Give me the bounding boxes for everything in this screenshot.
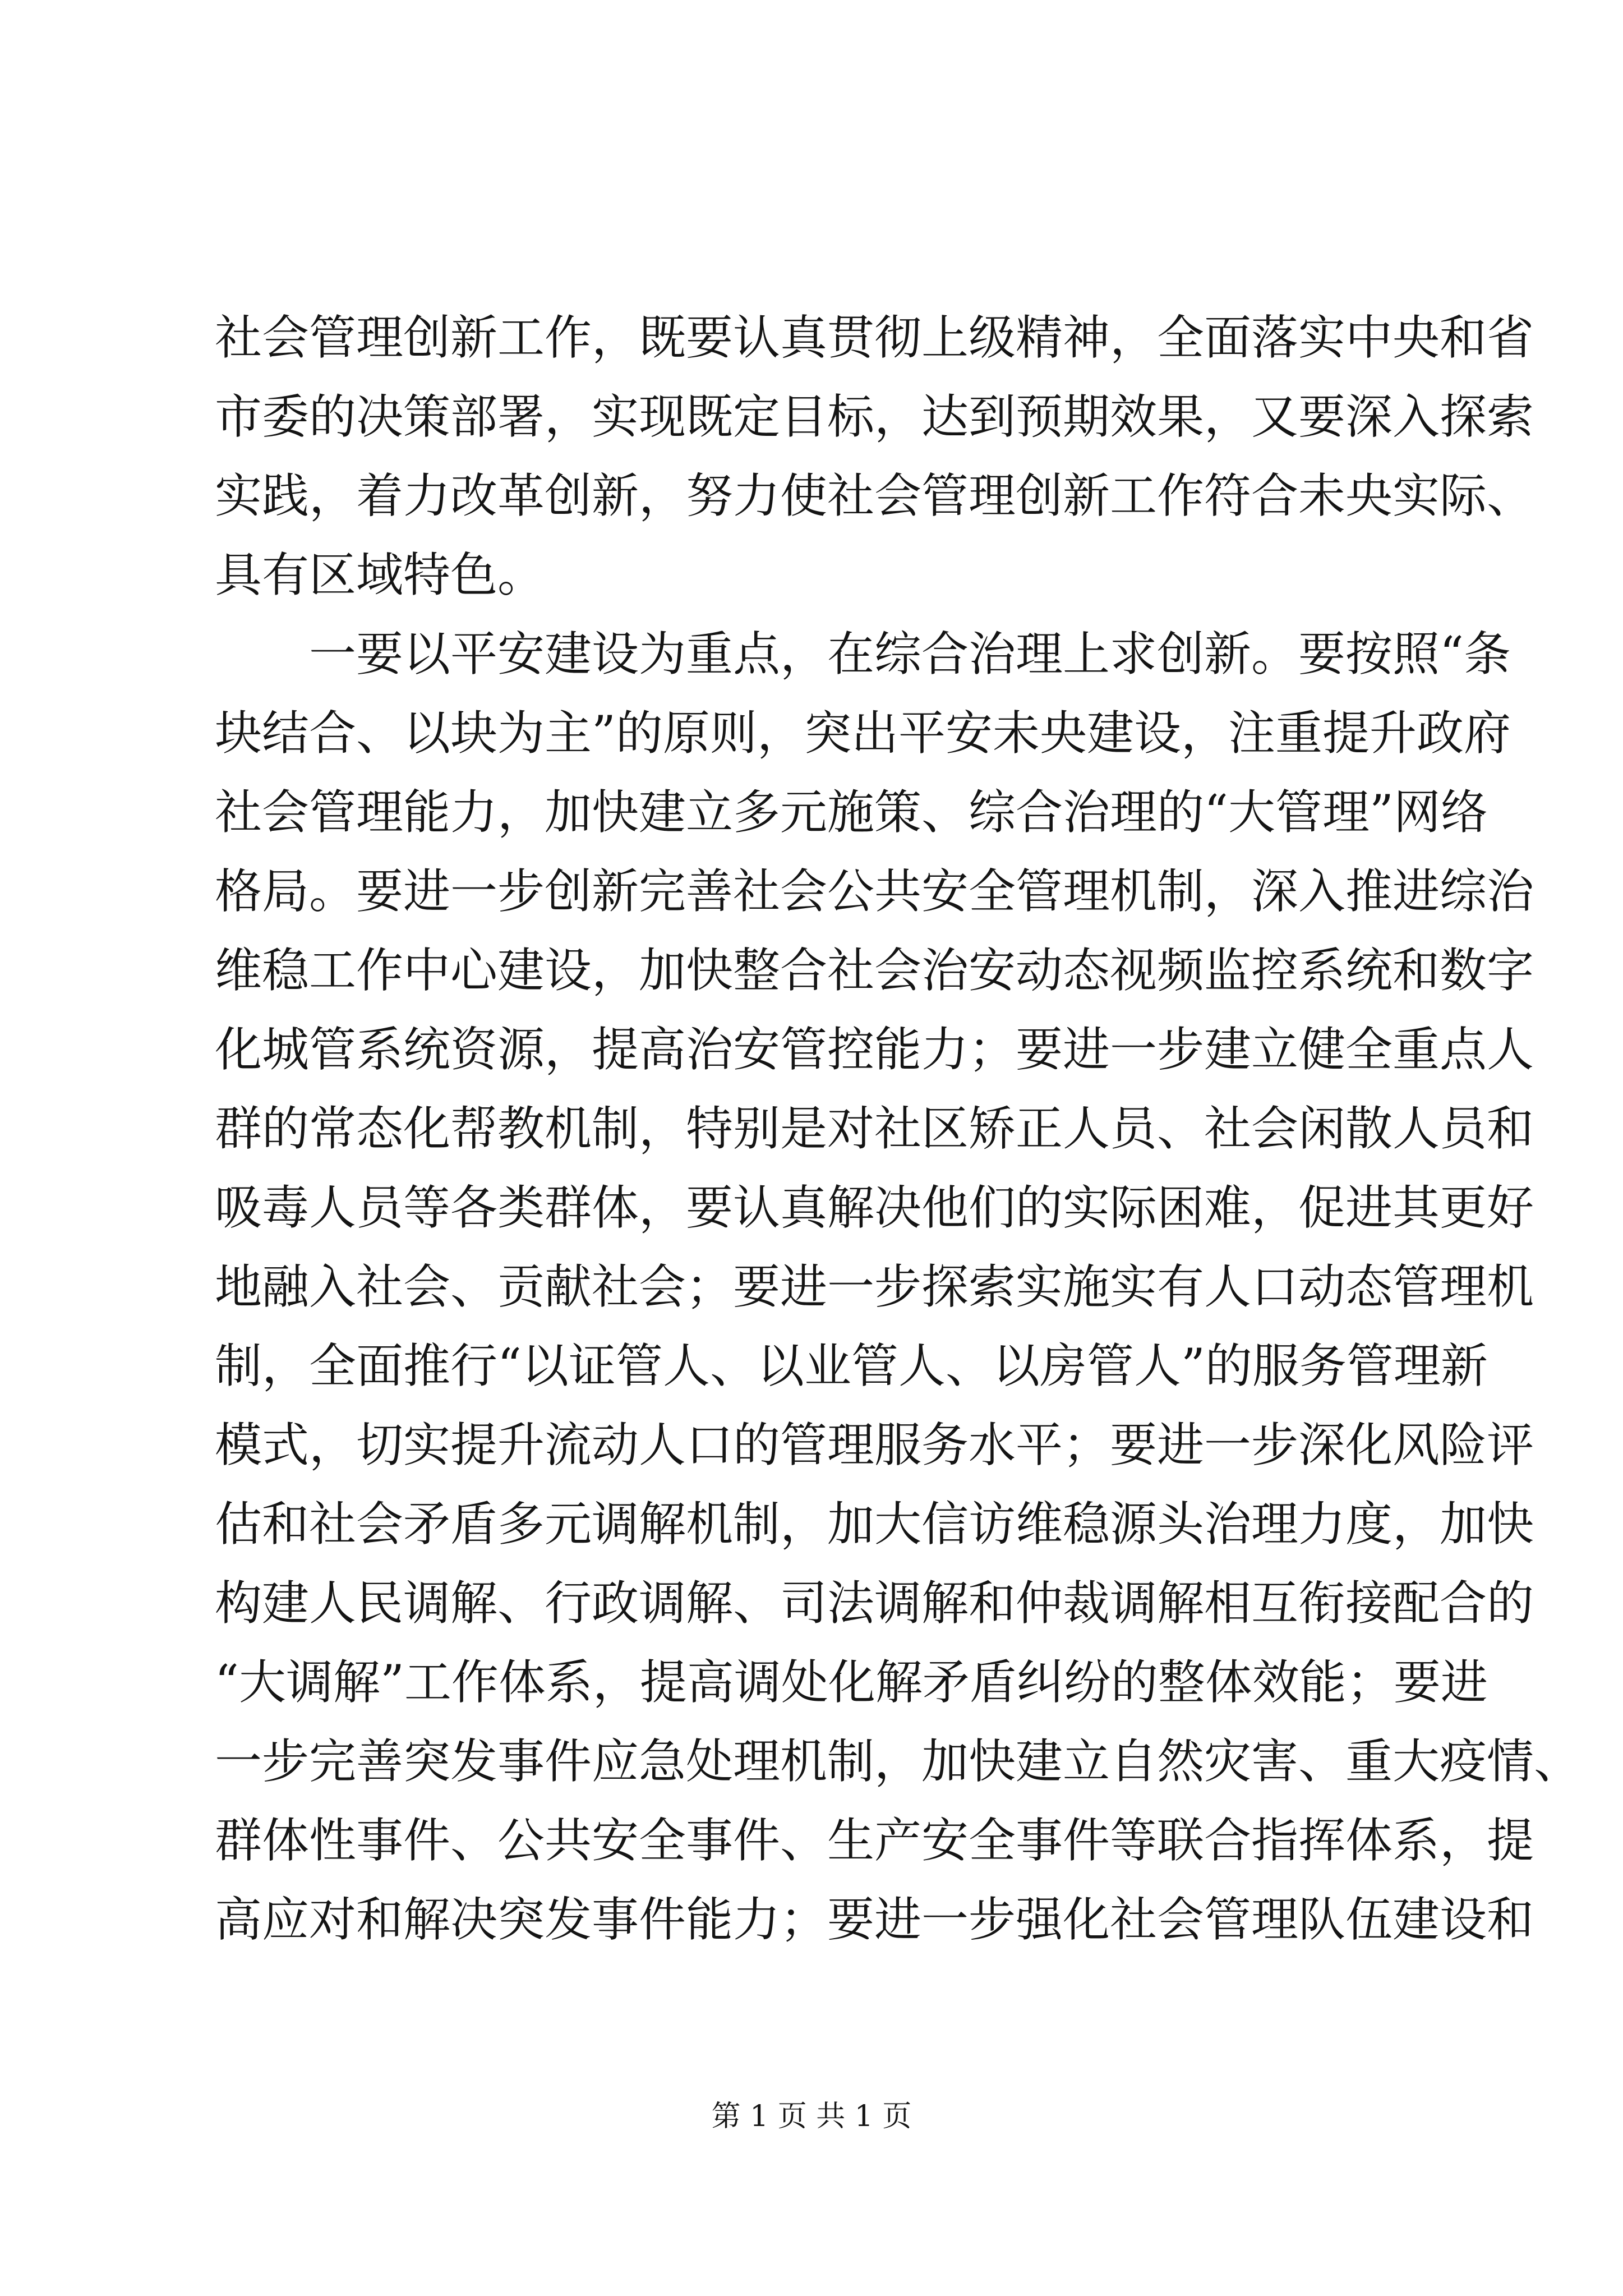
- paragraph-2-line-4: 格局。要进一步创新完善社会公共安全管理机制，深入推进综治: [215, 864, 1534, 919]
- paragraph-2-line-13: 构建人民调解、行政调解、司法调解和仲裁调解相互衔接配合的: [215, 1576, 1534, 1631]
- paragraph-2-line-9: 地融入社会、贡献社会；要进一步探索实施实有人口动态管理机: [215, 1259, 1534, 1314]
- paragraph-2-line-1: 一要以平安建设为重点，在综合治理上求创新。要按照“条: [309, 627, 1511, 682]
- paragraph-2-line-7: 群的常态化帮教机制，特别是对社区矫正人员、社会闲散人员和: [215, 1101, 1534, 1156]
- paragraph-2-line-12: 估和社会矛盾多元调解机制，加大信访维稳源头治理力度，加快: [215, 1497, 1534, 1552]
- paragraph-2-line-3: 社会管理能力，加快建立多元施策、综合治理的“大管理”网络: [215, 785, 1488, 840]
- paragraph-1-line-1: 社会管理创新工作，既要认真贯彻上级精神，全面落实中央和省: [215, 310, 1534, 365]
- paragraph-2-line-2: 块结合、以块为主”的原则，突出平安未央建设，注重提升政府: [215, 706, 1511, 761]
- paragraph-2-line-17: 高应对和解决突发事件能力；要进一步强化社会管理队伍建设和: [215, 1892, 1534, 1947]
- paragraph-1-line-3: 实践，着力改革创新，努力使社会管理创新工作符合未央实际、: [215, 468, 1534, 523]
- paragraph-2-line-16: 群体性事件、公共安全事件、生产安全事件等联合指挥体系，提: [215, 1813, 1534, 1868]
- paragraph-2-line-8: 吸毒人员等各类群体，要认真解决他们的实际困难，促进其更好: [215, 1180, 1534, 1235]
- page-number-footer: 第 1 页 共 1 页: [711, 2100, 912, 2133]
- paragraph-2-line-5: 维稳工作中心建设，加快整合社会治安动态视频监控系统和数字: [215, 943, 1534, 998]
- paragraph-2-line-11: 模式，切实提升流动人口的管理服务水平；要进一步深化风险评: [215, 1418, 1534, 1473]
- paragraph-1-line-2: 市委的决策部署，实现既定目标，达到预期效果，又要深入探索: [215, 389, 1534, 444]
- paragraph-2-line-15: 一步完善突发事件应急处理机制，加快建立自然灾害、重大疫情、: [215, 1734, 1581, 1789]
- paragraph-1-line-4: 具有区域特色。: [215, 547, 545, 602]
- paragraph-2-line-6: 化城管系统资源，提高治安管控能力；要进一步建立健全重点人: [215, 1022, 1534, 1077]
- paragraph-2-line-10: 制，全面推行“以证管人、以业管人、以房管人”的服务管理新: [215, 1338, 1488, 1393]
- body-text: [215, 298, 1581, 1959]
- paragraph-2-line-14: “大调解”工作体系，提高调处化解矛盾纠纷的整体效能；要进: [215, 1655, 1488, 1710]
